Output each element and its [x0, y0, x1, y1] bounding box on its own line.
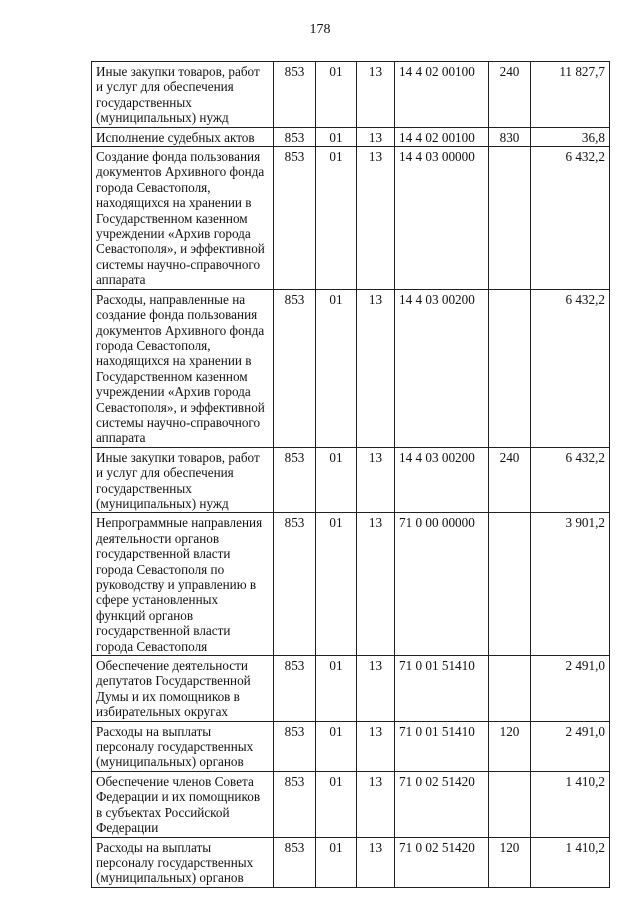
row-amount: 6 432,2 — [531, 289, 610, 447]
row-expense-type: 830 — [489, 127, 531, 146]
row-target-article: 71 0 02 51420 — [395, 837, 489, 887]
row-section-code: 01 — [316, 289, 357, 447]
table-row — [92, 447, 610, 513]
row-section-code: 01 — [316, 837, 357, 887]
row-name: Обеспечение деятельности депутатов Государственной Думы и их помощников в избирательных округах — [92, 656, 274, 722]
row-department-code: 853 — [274, 771, 316, 837]
row-department-code: 853 — [274, 127, 316, 146]
row-section-code: 01 — [316, 147, 357, 290]
row-expense-type: 120 — [489, 837, 531, 887]
row-expense-type — [489, 656, 531, 722]
row-section-code: 01 — [316, 771, 357, 837]
budget-table-body — [92, 62, 610, 888]
table-row — [92, 721, 610, 771]
row-name: Создание фонда пользования документов Архивного фонда города Севастополя, находящихся на хранении в Государственном казенном учреждении «Архив города Севастополя», и эффективной системы научно-справочного аппарата — [92, 147, 274, 290]
table-row — [92, 656, 610, 722]
row-subsection-code: 13 — [357, 721, 395, 771]
row-department-code: 853 — [274, 62, 316, 128]
row-section-code: 01 — [316, 62, 357, 128]
row-section-code: 01 — [316, 656, 357, 722]
row-subsection-code: 13 — [357, 147, 395, 290]
row-expense-type: 240 — [489, 447, 531, 513]
row-section-code: 01 — [316, 513, 357, 656]
row-name: Обеспечение членов Совета Федерации и их помощников в субъектах Российской Федерации — [92, 771, 274, 837]
row-subsection-code: 13 — [357, 656, 395, 722]
row-subsection-code: 13 — [357, 289, 395, 447]
row-amount: 11 827,7 — [531, 62, 610, 128]
row-section-code: 01 — [316, 447, 357, 513]
row-target-article: 71 0 00 00000 — [395, 513, 489, 656]
table-row — [92, 837, 610, 887]
row-department-code: 853 — [274, 837, 316, 887]
row-target-article: 71 0 01 51410 — [395, 656, 489, 722]
row-name: Расходы на выплаты персоналу государственных (муниципальных) органов — [92, 721, 274, 771]
row-target-article: 14 4 03 00200 — [395, 447, 489, 513]
table-row — [92, 127, 610, 146]
row-subsection-code: 13 — [357, 771, 395, 837]
budget-table — [91, 61, 610, 888]
page-number: 178 — [309, 22, 331, 37]
row-expense-type: 120 — [489, 721, 531, 771]
row-amount: 2 491,0 — [531, 721, 610, 771]
row-name: Иные закупки товаров, работ и услуг для обеспечения государственных (муниципальных) нужд — [92, 62, 274, 128]
row-name: Расходы, направленные на создание фонда пользования документов Архивного фонда города Севастополя, находящихся на хранении в Государственном казенном учреждении «Архив города Севастополя», и эффективной системы научно-справочного аппарата — [92, 289, 274, 447]
row-subsection-code: 13 — [357, 127, 395, 146]
table-row — [92, 62, 610, 128]
row-expense-type — [489, 289, 531, 447]
table-row — [92, 147, 610, 290]
row-expense-type — [489, 771, 531, 837]
row-target-article: 71 0 01 51410 — [395, 721, 489, 771]
row-expense-type — [489, 147, 531, 290]
row-department-code: 853 — [274, 447, 316, 513]
row-department-code: 853 — [274, 721, 316, 771]
row-name: Непрограммные направления деятельности органов государственной власти города Севастополя по руководству и управлению в сфере установленных функций органов государственной власти города Севастополя — [92, 513, 274, 656]
row-expense-type — [489, 513, 531, 656]
table-row — [92, 289, 610, 447]
row-amount: 3 901,2 — [531, 513, 610, 656]
row-department-code: 853 — [274, 147, 316, 290]
row-expense-type: 240 — [489, 62, 531, 128]
row-subsection-code: 13 — [357, 447, 395, 513]
row-department-code: 853 — [274, 513, 316, 656]
row-target-article: 14 4 02 00100 — [395, 62, 489, 128]
row-subsection-code: 13 — [357, 513, 395, 656]
row-amount: 6 432,2 — [531, 147, 610, 290]
row-subsection-code: 13 — [357, 837, 395, 887]
row-target-article: 14 4 02 00100 — [395, 127, 489, 146]
row-amount: 1 410,2 — [531, 837, 610, 887]
row-section-code: 01 — [316, 721, 357, 771]
row-section-code: 01 — [316, 127, 357, 146]
row-name: Иные закупки товаров, работ и услуг для обеспечения государственных (муниципальных) нужд — [92, 447, 274, 513]
row-target-article: 71 0 02 51420 — [395, 771, 489, 837]
row-amount: 1 410,2 — [531, 771, 610, 837]
row-amount: 6 432,2 — [531, 447, 610, 513]
table-row — [92, 771, 610, 837]
row-subsection-code: 13 — [357, 62, 395, 128]
row-amount: 36,8 — [531, 127, 610, 146]
row-department-code: 853 — [274, 656, 316, 722]
row-department-code: 853 — [274, 289, 316, 447]
row-target-article: 14 4 03 00200 — [395, 289, 489, 447]
row-target-article: 14 4 03 00000 — [395, 147, 489, 290]
row-amount: 2 491,0 — [531, 656, 610, 722]
row-name: Исполнение судебных актов — [92, 127, 274, 146]
table-row — [92, 513, 610, 656]
row-name: Расходы на выплаты персоналу государственных (муниципальных) органов — [92, 837, 274, 887]
